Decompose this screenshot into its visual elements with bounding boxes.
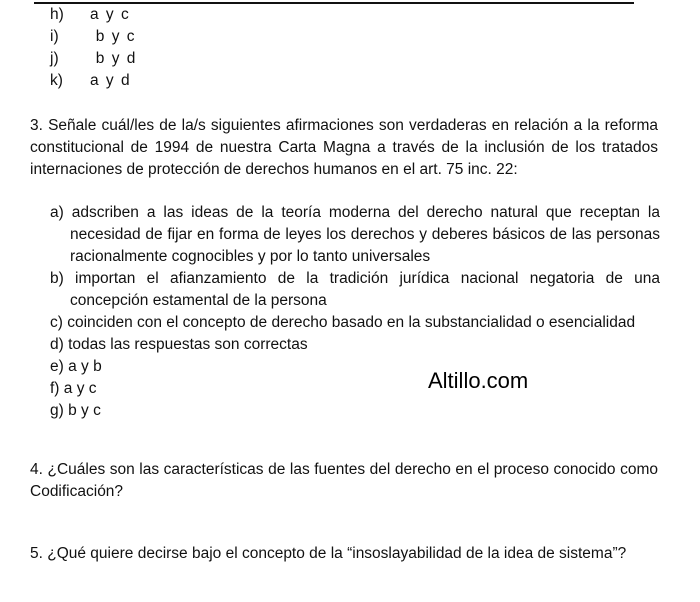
option-text: b y d (90, 50, 137, 67)
previous-options-list (50, 4, 137, 92)
answer-g: g) b y c (50, 402, 101, 419)
option-letter: i) (50, 28, 59, 45)
answer-e: e) a y b (50, 358, 102, 375)
list-item (50, 4, 137, 26)
option-letter: j) (50, 50, 59, 67)
question-3-answers (50, 202, 660, 422)
answer-b: b) importan el afianzamiento de la tradición jurídica nacional negatoria de una concepción estamental de la persona (50, 270, 660, 309)
question-3-text: 3. Señale cuál/les de la/s siguientes afirmaciones son verdaderas en relación a la reforma constitucional de 1994 de nuestra Carta Magna a través de la inclusión de los tratados internaciones de protección de derechos humanos en el art. 75 inc. 22: (30, 117, 658, 178)
answer-f: f) a y c (50, 380, 97, 397)
answer-a: a) adscriben a las ideas de la teoría moderna del derecho natural que receptan la necesidad de fijar en forma de leyes los derechos y deberes básicos de las personas racionalmente cognocibles y por lo tanto universales (50, 204, 660, 265)
option-text: b y c (90, 28, 137, 45)
list-item (50, 48, 137, 70)
question-5-text: 5. ¿Qué quiere decirse bajo el concepto de la “insoslayabilidad de la idea de sistema”? (30, 545, 627, 562)
option-letter: k) (50, 72, 63, 89)
list-item (50, 26, 137, 48)
option-text: a y c (90, 6, 131, 23)
answer-c: c) coinciden con el concepto de derecho basado en la substancialidad o esencialidad (50, 314, 636, 331)
option-text: a y d (90, 72, 132, 89)
watermark: Altillo.com (428, 368, 529, 393)
answer-d: d) todas las respuestas son correctas (50, 336, 308, 353)
option-letter: h) (50, 6, 64, 23)
question-4-text: 4. ¿Cuáles son las características de las fuentes del derecho en el proceso conocido como Codificación? (30, 461, 658, 500)
list-item (50, 70, 137, 92)
